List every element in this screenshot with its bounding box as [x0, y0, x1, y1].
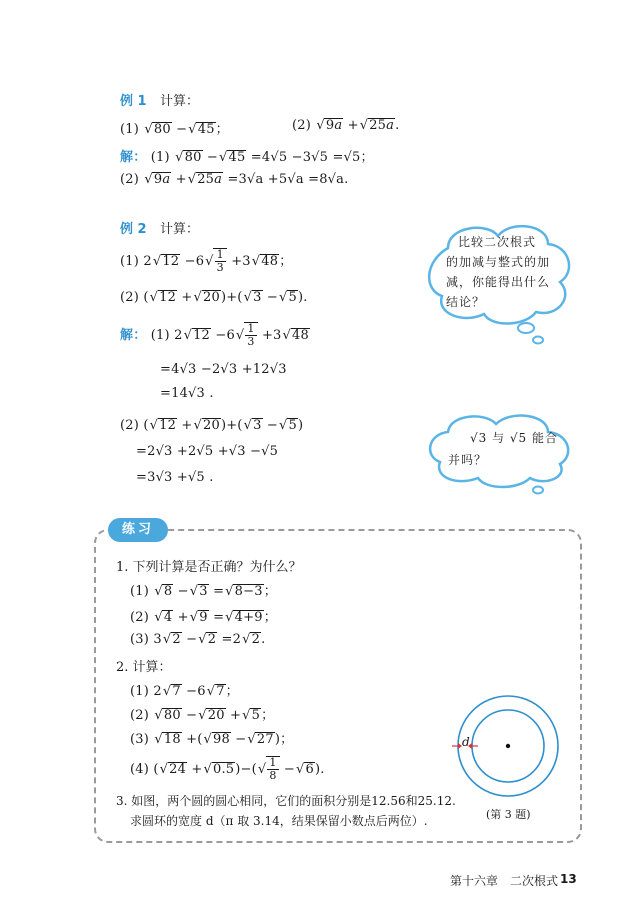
bubble2-line2: 并吗？: [448, 453, 488, 467]
example2-label: 例 2: [120, 222, 147, 237]
practice-q1: 1. 下列计算是否正确？为什么？: [116, 560, 302, 575]
bubble2-line1: √3 与 √5 能合: [470, 431, 559, 445]
practice-q3-line1: 3. 如图，两个圆的圆心相同，它们的面积分别是12.56和25.12.: [116, 794, 456, 808]
practice-q2: 2. 计算：: [116, 660, 172, 675]
bubble1-line1: 比较二次根式: [458, 235, 537, 249]
example2-question2: (2) (√ 12 +√ 20)+(√ 3 −√ 5).: [120, 290, 308, 305]
practice-q2-c: (3) √ 18 +(√ 98 −√ 27)；: [130, 728, 293, 747]
page-number: 13: [560, 872, 577, 886]
practice-q1-b: (2) √ 4 +√ 9 =√ 4+9；: [130, 606, 277, 625]
example1-prompt: 计算：: [160, 94, 200, 109]
example2-question1: (1) 2√ 12 −6 √ $\frac{1}{3}$ +3√ 48；: [120, 248, 292, 274]
bubble1-line3: 减，你能得出什么: [446, 275, 551, 289]
practice-q1-a: (1) √ 8 −√ 3 =√ 8−3；: [130, 580, 277, 599]
bubble1-line2: 的加减与整式的加: [446, 255, 551, 269]
example2-solution2-line2: =2√3 +2√5 +√3 −√5: [136, 444, 279, 459]
practice-q3-line2: 求圆环的宽度 d（π 取 3.14，结果保留小数点后两位）.: [130, 814, 428, 828]
example1-question2: (2) √ 9a +√ 25a.: [292, 118, 399, 133]
example2-prompt: 计算：: [160, 222, 200, 237]
example1-question1: (1) √ 80 −√ 45；: [120, 118, 229, 137]
footer-chapter: 第十六章 二次根式: [450, 874, 559, 888]
example2-solution1-line2: =4√3 −2√3 +12√3: [160, 362, 287, 377]
example2-solution2: (2) (√ 12 +√ 20)+(√ 3 −√ 5): [120, 418, 303, 433]
practice-q2-d: (4) (√ 24 +√ 0.5)−( √ $\frac{1}{8}$ −√ 6).: [130, 756, 325, 782]
thought-bubble-2: [420, 410, 580, 500]
example1-solution2: (2) √ 9a +√ 25a =3√a +5√a =8√a.: [120, 172, 348, 187]
practice-title: 练习: [108, 518, 168, 542]
example1-solution1: 解： (1) √ 80 −√ 45 =4√5 −3√5 =√5；: [120, 146, 374, 165]
practice-q2-a: (1) 2√ 7 −6√ 7；: [130, 680, 239, 699]
bubble1-line4: 结论？: [446, 295, 486, 309]
example2-solution2-line3: =3√3 +√5 .: [136, 470, 214, 485]
figure-caption: (第 3 题): [486, 808, 531, 821]
example2-solution1: 解： (1) 2√ 12 −6 √ $\frac{1}{3}$ +3√ 48: [120, 322, 310, 348]
example1-label: 例 1: [120, 94, 147, 109]
practice-q2-b: (2) √ 80 −√ 20 +√ 5；: [130, 704, 274, 723]
example2-solution1-line3: =14√3 .: [160, 386, 214, 401]
practice-q1-c: (3) 3√ 2 −√ 2 =2√ 2.: [130, 632, 265, 647]
figure-d-label: d: [462, 735, 470, 749]
